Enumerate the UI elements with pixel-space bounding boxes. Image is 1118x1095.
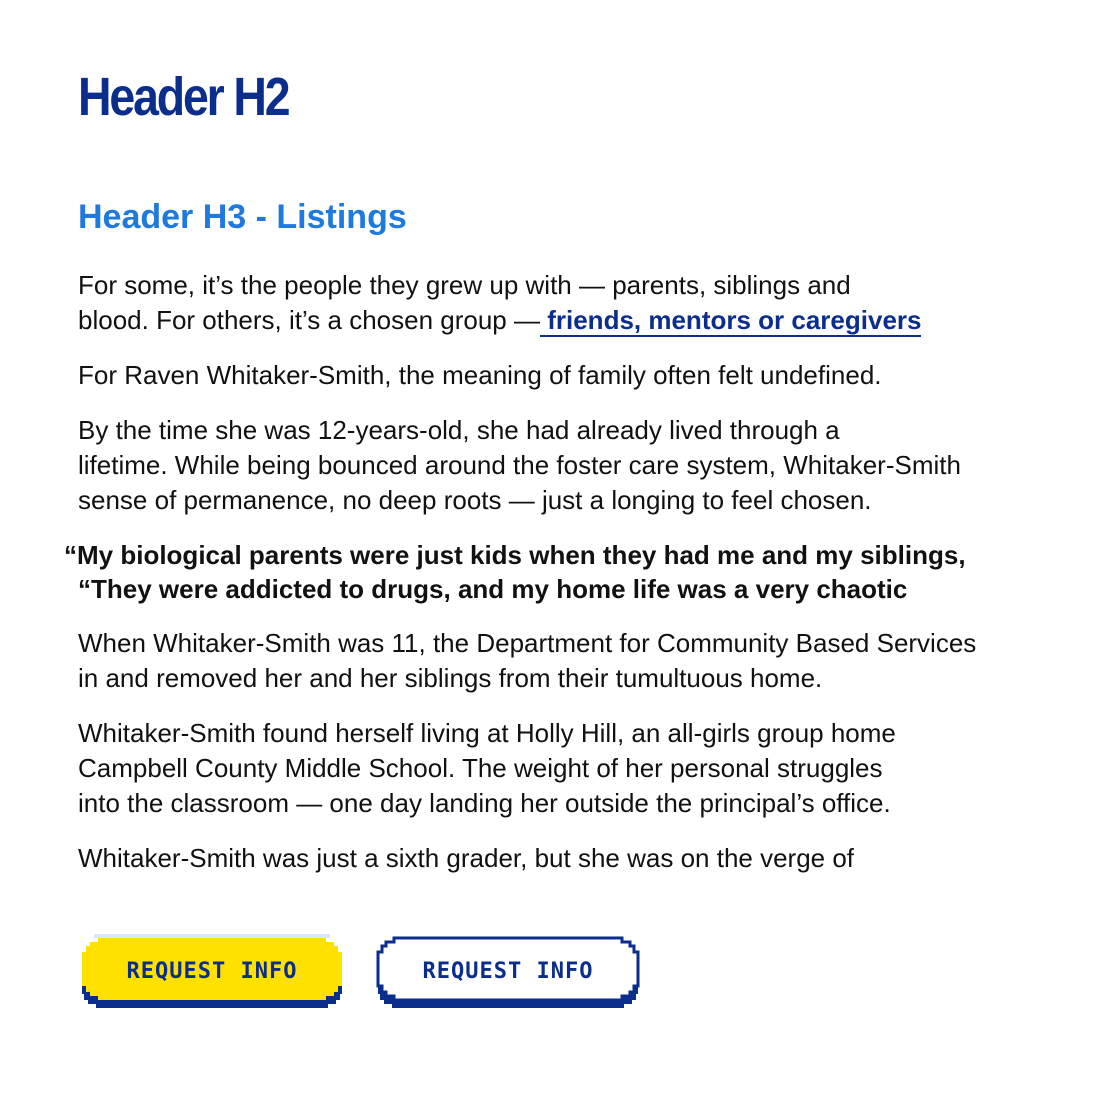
paragraph-5 xyxy=(78,716,1118,821)
paragraph-4-line-2: in and removed her and her siblings from their tumultuous home. xyxy=(78,663,823,693)
request-info-button-primary[interactable] xyxy=(78,930,346,1012)
request-info-button-secondary[interactable] xyxy=(374,930,642,1012)
paragraph-3-line-2: lifetime. While being bounced around the foster care system, Whitaker-Smith xyxy=(78,450,961,480)
article-body xyxy=(64,268,1118,896)
request-info-label-secondary: REQUEST INFO xyxy=(422,958,594,984)
paragraph-5-line-1: Whitaker-Smith found herself living at Holly Hill, an all-girls group home xyxy=(78,718,896,748)
paragraph-4 xyxy=(78,626,1118,696)
paragraph-5-line-2: Campbell County Middle School. The weight of her personal struggles xyxy=(78,753,883,783)
paragraph-6: Whitaker-Smith was just a sixth grader, but she was on the verge of xyxy=(78,843,855,873)
pull-quote-line-1: “My biological parents were just kids when they had me and my siblings, xyxy=(64,540,966,570)
button-label-wrap-primary xyxy=(78,930,346,1012)
paragraph-1-line-2-prefix: blood. For others, it’s a chosen group — xyxy=(78,305,540,335)
paragraph-5-line-3: into the classroom — one day landing her outside the principal’s office. xyxy=(78,788,891,818)
paragraph-2: For Raven Whitaker-Smith, the meaning of family often felt undefined. xyxy=(78,360,882,390)
pull-quote-line-2: “They were addicted to drugs, and my home life was a very chaotic xyxy=(78,574,908,604)
paragraph-1-line-1: For some, it’s the people they grew up with — parents, siblings and xyxy=(78,270,851,300)
paragraph-4-line-1: When Whitaker-Smith was 11, the Department for Community Based Services xyxy=(78,628,977,658)
paragraph-3-line-3: sense of permanence, no deep roots — just a longing to feel chosen. xyxy=(78,485,872,515)
content xyxy=(64,67,1118,873)
paragraph-3-line-1: By the time she was 12-years-old, she had already lived through a xyxy=(78,415,840,445)
paragraph-1 xyxy=(78,268,1118,338)
header-h3: Header H3 - Listings xyxy=(78,198,407,236)
request-info-label-primary: REQUEST INFO xyxy=(126,958,298,984)
header-h2: Header H2 xyxy=(78,67,289,127)
button-row xyxy=(78,930,642,1012)
pull-quote xyxy=(64,538,1118,606)
paragraph-3 xyxy=(78,413,1118,518)
button-label-wrap-secondary xyxy=(374,930,642,1012)
inline-link[interactable]: friends, mentors or caregivers xyxy=(540,305,922,335)
